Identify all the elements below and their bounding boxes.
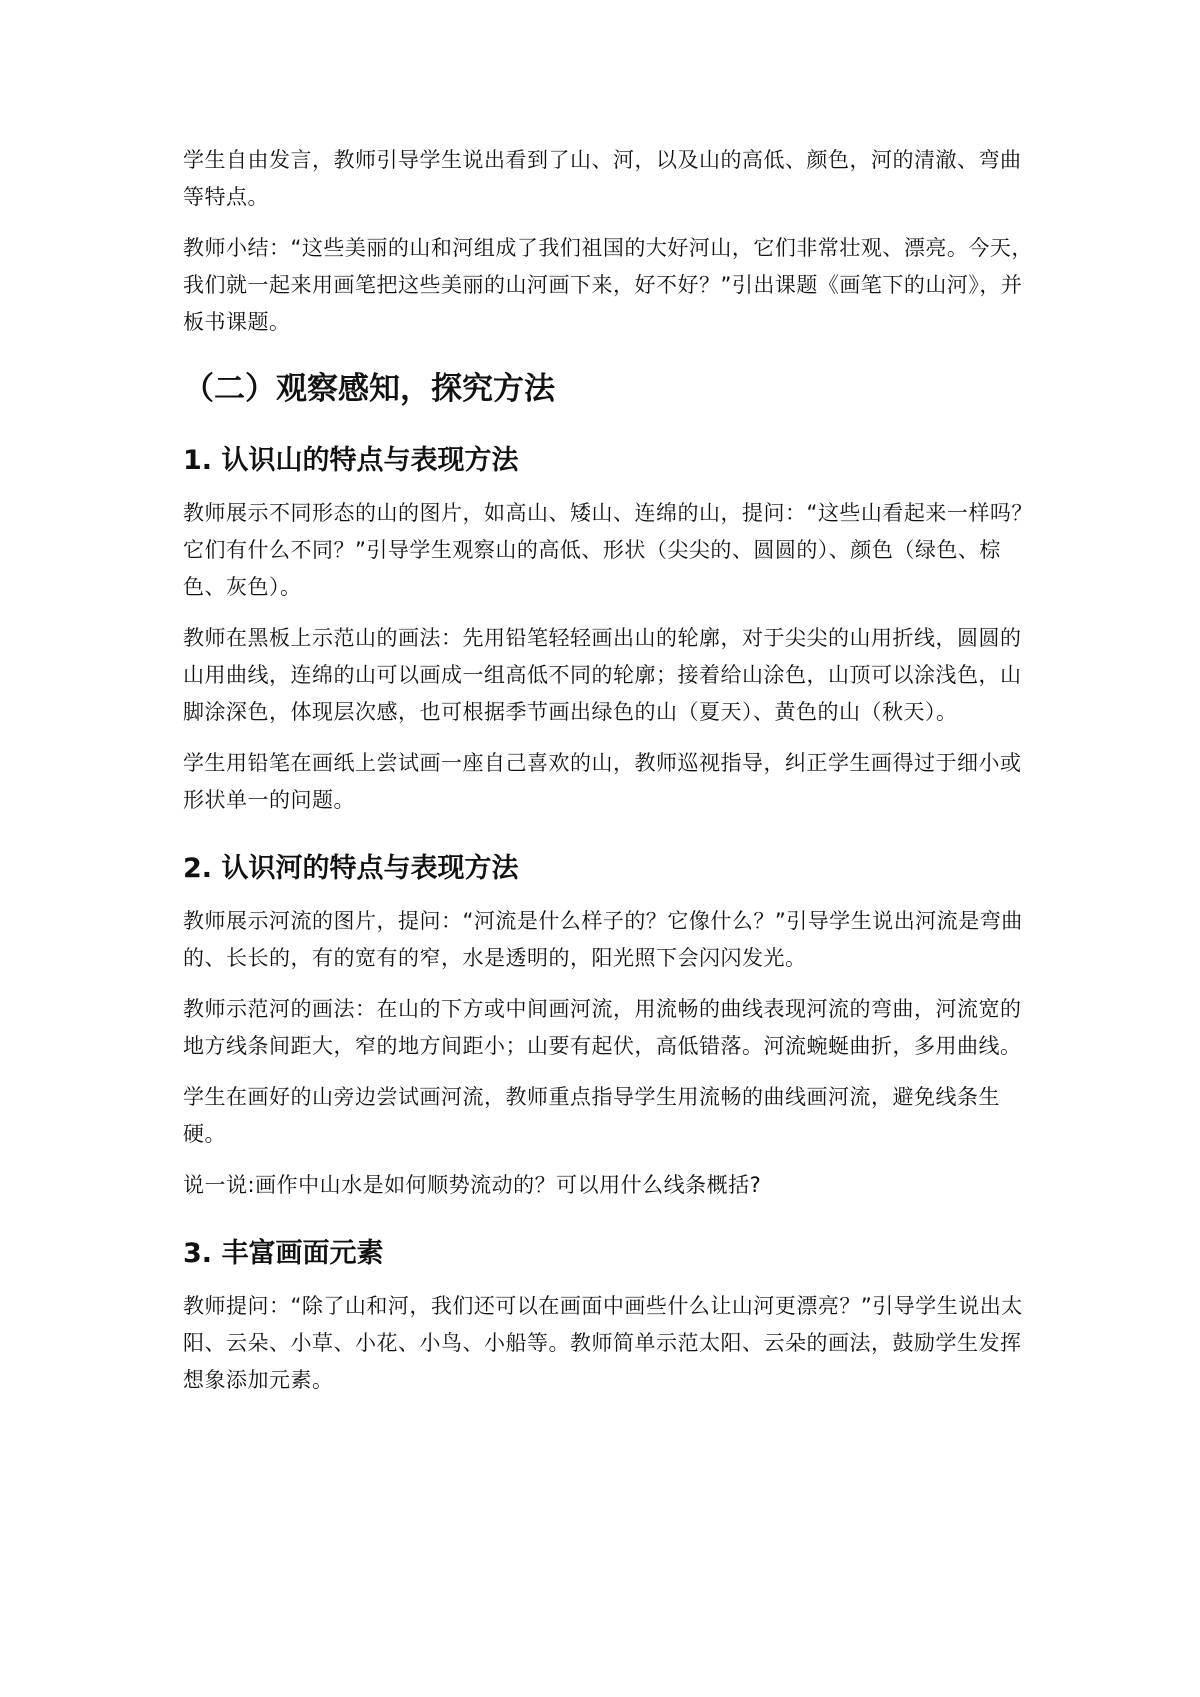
subsection-heading-2: 2. 认识河的特点与表现方法 [183, 853, 519, 884]
river-para-2: 教师示范河的画法：在山的下方或中间画河流，用流畅的曲线表现河流的弯曲，河流宽的地方线条间距大，窄的地方间距小；山要有起伏，高低错落。河流蜿蜒曲折，多用曲线。 [183, 997, 1022, 1058]
river-para-1: 教师展示河流的图片，提问：“河流是什么样子的？它像什么？”引导学生说出河流是弯曲的、长长的，有的宽有的窄，水是透明的，阳光照下会闪闪发光。 [183, 909, 1023, 970]
mountain-para-2: 教师在黑板上示范山的画法：先用铅笔轻轻画出山的轮廓，对于尖尖的山用折线，圆圆的山用曲线，连绵的山可以画成一组高低不同的轮廓；接着给山涂色，山顶可以涂浅色，山脚涂深色，体现层次感，也可根据季节画出绿色的山（夏天）、黄色的山（秋天）。 [183, 626, 1022, 724]
section-heading-2: （二）观察感知，探究方法 [183, 371, 555, 407]
subsection-heading-1: 1. 认识山的特点与表现方法 [183, 445, 519, 476]
elements-para-1: 教师提问：“除了山和河，我们还可以在画面中画些什么让山河更漂亮？”引导学生说出太阳、云朵、小草、小花、小鸟、小船等。教师简单示范太阳、云朵的画法，鼓励学生发挥想象添加元素。 [183, 1294, 1023, 1392]
river-para-3: 学生在画好的山旁边尝试画河流，教师重点指导学生用流畅的曲线画河流，避免线条生硬。 [183, 1085, 1000, 1146]
river-para-4: 说一说:画作中山水是如何顺势流动的？可以用什么线条概括? [183, 1173, 762, 1197]
mountain-para-3: 学生用铅笔在画纸上尝试画一座自己喜欢的山，教师巡视指导，纠正学生画得过于细小或形状单一的问题。 [183, 751, 1022, 812]
intro-para-1: 学生自由发言，教师引导学生说出看到了山、河，以及山的高低、颜色，河的清澈、弯曲等特点。 [183, 148, 1022, 209]
subsection-heading-3: 3. 丰富画面元素 [183, 1238, 384, 1269]
document-body [183, 142, 1033, 1413]
mountain-para-1: 教师展示不同形态的山的图片，如高山、矮山、连绵的山，提问：“这些山看起来一样吗？它们有什么不同？”引导学生观察山的高低、形状（尖尖的、圆圆的）、颜色（绿色、棕色、灰色）。 [183, 501, 1033, 599]
intro-para-2: 教师小结：“这些美丽的山和河组成了我们祖国的大好河山，它们非常壮观、漂亮。今天，我们就一起来用画笔把这些美丽的山河画下来，好不好？”引出课题《画笔下的山河》，并板书课题。 [183, 236, 1033, 334]
